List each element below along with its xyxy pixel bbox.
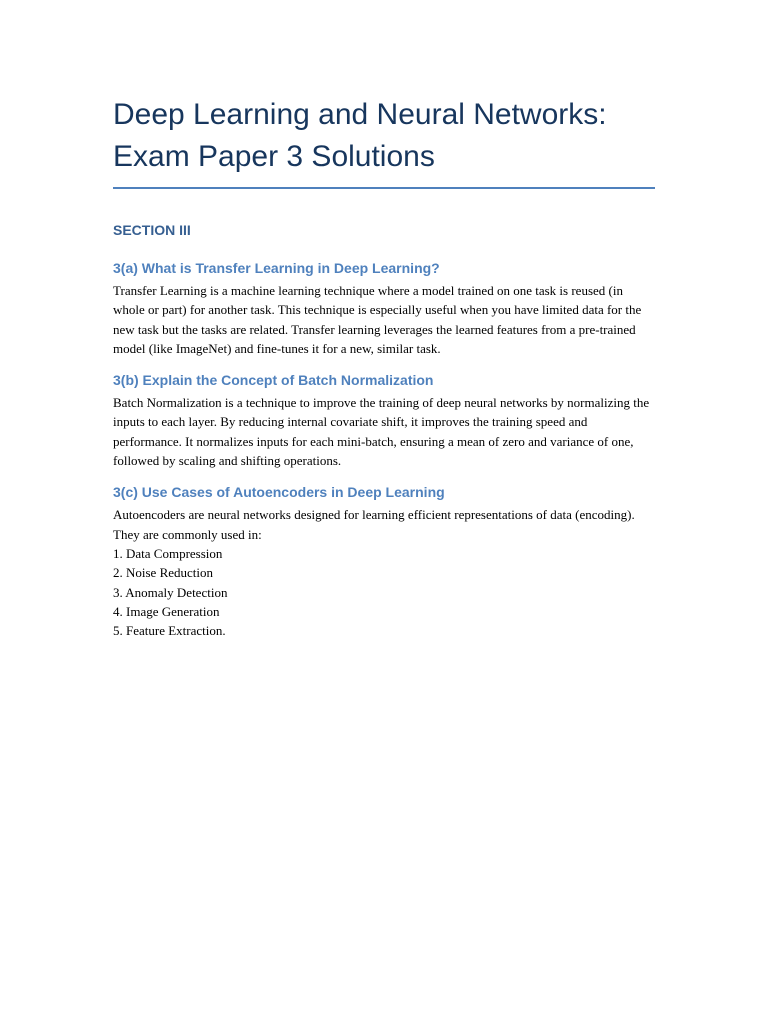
list-item: 3. Anomaly Detection [113,584,228,600]
question-3b-heading: 3(b) Explain the Concept of Batch Normalization [113,372,434,389]
title-line-1: Deep Learning and Neural Networks: [113,98,607,131]
section-heading: SECTION III [113,222,191,238]
question-3c-heading: 3(c) Use Cases of Autoencoders in Deep Learning [113,484,445,501]
list-item: 2. Noise Reduction [113,565,214,581]
list-item: 1. Data Compression [113,545,223,561]
list-item: 5. Feature Extraction. [113,623,226,639]
page-title [113,94,655,189]
question-3a-heading: 3(a) What is Transfer Learning in Deep Learning? [113,260,440,276]
document-page [113,94,655,640]
question-3a-body: Transfer Learning is a machine learning technique where a model trained on one task is reused (in whole or part) for another task. This technique is especially useful when you have limited data for the new task but the tasks are related. Transfer learning leverages the learned features from a pre-trained model (like ImageNet) and fine-tunes it for a new, similar task. [113,283,642,356]
list-item: 4. Image Generation [113,603,220,619]
question-3b-body: Batch Normalization is a technique to improve the training of deep neural networks by normalizing the inputs to each layer. By reducing internal covariate shift, it improves the training speed and performance. It normalizes inputs for each mini-batch, ensuring a mean of zero and variance of one, followed by scaling and shifting operations. [113,395,650,469]
question-3c-body: Autoencoders are neural networks designed for learning efficient representations of data (encoding). They are commonly used in: [113,507,635,542]
autoencoder-use-cases-list [113,544,655,640]
title-line-2: Exam Paper 3 Solutions [113,140,435,173]
